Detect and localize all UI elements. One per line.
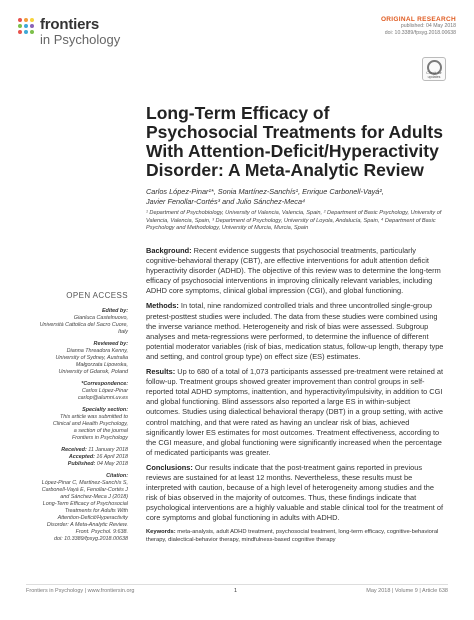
citation-line: Disorder: A Meta-Analytic Review. <box>46 522 128 528</box>
doi[interactable]: doi: 10.3389/fpsyg.2018.00638 <box>384 30 456 36</box>
footer-journal-link[interactable]: Frontiers in Psychology | www.frontiersin.org <box>26 588 135 594</box>
results-heading: Results: <box>146 367 176 377</box>
accepted-date-row <box>26 454 128 461</box>
open-access-label: OPEN ACCESS <box>66 291 128 300</box>
received-date: 11 January 2018 <box>88 447 128 453</box>
keywords <box>146 528 446 544</box>
abstract <box>146 246 446 549</box>
specialty-line: a section of the journal <box>73 428 128 434</box>
citation-line: Treatments for Adults With <box>64 508 128 514</box>
reviewer-line: University of Sydney, Australia <box>55 355 128 361</box>
abstract-results <box>146 367 446 458</box>
footer-divider <box>26 584 448 585</box>
citation-line: Attention-Deficit/Hyperactivity <box>57 515 128 521</box>
check-for-updates-button[interactable] <box>422 57 446 81</box>
keywords-text: meta-analysis, adult ADHD treatment, psychosocial treatment, long-term efficacy, cognitive-behavioral therapy, dialectical-behavior therapy, mindfulness-based cognitive therapy <box>146 529 439 544</box>
affiliations: ¹ Department of Psychobiology, University of Valencia, Valencia, Spain, ² Department of Basic Psychology, University of Valencia, Valencia, Spain, ³ Department of Psychology, University of Loyola, Andalucía, Spain, ⁴ Department of Basic Psychology and Methodology, University of Murcia, Murcia, Spain <box>146 210 442 232</box>
conclusions-text: Our results indicate that the post-treatment gains reported in previous reviews are sustained for at least 12 months. Nevertheless, these results must be interpreted with caution, because of a high level of heterogeneity among studies and the risk of bias observed in the majority of outcomes. Thus, these findings indicate that psychological interventions are a highly valuable and stable clinical tool for the treatment of core symptoms and global functioning in adults with ADHD. <box>146 462 444 523</box>
correspondence-heading: *Correspondence: <box>81 381 128 387</box>
abstract-methods <box>146 301 446 362</box>
edited-by-line: Gianluca Castelnuovo, <box>73 315 128 321</box>
logo-journal: in Psychology <box>40 32 121 47</box>
specialty-line: This article was submitted to <box>59 414 128 420</box>
citation-doi-link[interactable]: doi: 10.3389/fpsyg.2018.00638 <box>53 536 128 542</box>
footer-issue: May 2018 | Volume 9 | Article 638 <box>366 588 448 594</box>
accepted-heading: Accepted: <box>68 454 95 460</box>
article-meta <box>276 16 456 37</box>
logo-dot <box>30 30 34 34</box>
citation-line: Long-Term Efficacy of Psychosocial <box>42 501 128 507</box>
logo-dot <box>24 24 28 28</box>
results-text: Up to 680 of a total of 1,073 participants assessed pre-treatment were retained at follow-up. Treatment groups showed greater improvement than control groups in self-reported total ADHD symptoms, inattention, and hyperactivity/impulsivity, in addition to CGI and global functioning. Blind assessors also reported a large ES in within-subject outcomes. Studies using dialectical behavioral therapy (DBT) in a group setting, with active control matching, and that were rated as having an unclear risk of bias, achieved significantly lower ES estimates for most outcomes. Treatment effectiveness, according to the CGI measure, and global functioning were significantly increased when the percentage of medicated participants was greater. <box>146 367 444 457</box>
citation-heading: Citation: <box>106 473 128 479</box>
specialty-line: Clinical and Health Psychology, <box>52 421 128 427</box>
correspondence-name: Carlos López-Pinar <box>81 388 128 394</box>
reviewer-line: Dianna Threadora Kenny, <box>66 348 128 354</box>
published-date-row <box>26 461 128 468</box>
reviewer-line: Małgorzata Lipowska, <box>75 362 128 368</box>
edited-by-line: Italy <box>118 329 128 335</box>
background-text: Recent evidence suggests that psychosocial treatments, particularly cognitive-behavioral therapy (CBT), are effective interventions for adult attention deficit hyperactivity disorder (ADHD). The objective of this review was to determine the long-term efficacy of psychosocial interventions in improving clinically relevant variables, including ADHD core symptoms, clinical global impression (CGI), and global functioning. <box>146 246 441 296</box>
published-date: published: 04 May 2018 <box>400 23 456 29</box>
received-date-row <box>26 447 128 454</box>
author-line[interactable]: Carlos López-Pinar¹*, Sonia Martínez-Sanchís¹, Enrique Carbonell-Vayá², <box>146 187 384 196</box>
received-heading: Received: <box>61 447 87 453</box>
article-type: ORIGINAL RESEARCH <box>380 16 456 23</box>
citation-line: Front. Psychol. 9:638. <box>75 529 128 535</box>
reviewed-by-heading: Reviewed by: <box>93 341 128 347</box>
article-title: Long-Term Efficacy of Psychosocial Treatments for Adults With Attention-Deficit/Hyperactivity Disorder: A Meta-Analytic Review <box>146 103 443 180</box>
correspondence-email-link[interactable]: carlop@alumni.uv.es <box>77 395 128 401</box>
logo-name: frontiers <box>40 16 100 33</box>
abstract-background <box>146 246 446 296</box>
methods-text: In total, nine randomized controlled trials and three uncontrolled single-group pretest-posttest studies were included. The data from these studies were combined using the inverse variance method. Heterogeneity and risk of bias were assessed. Subgroup analyses and meta-regressions were performed, to determine the influence of different potential moderator variables (risk of bias, medication status, follow-up length, therapy type and setting, and control group type) on effect size (ES) estimates. <box>146 301 444 361</box>
author-list <box>146 187 446 207</box>
logo-dot <box>18 24 22 28</box>
specialty-heading: Specialty section: <box>82 407 128 413</box>
edited-by-line: Università Cattolica del Sacro Cuore, <box>39 322 128 328</box>
author-line[interactable]: Javier Fenollar-Cortés³ and Julio Sánchez-Meca⁴ <box>146 197 306 206</box>
page-number: 1 <box>234 588 238 594</box>
logo-dot <box>18 18 22 22</box>
abstract-conclusions <box>146 463 446 524</box>
published-heading: Published: <box>67 461 96 467</box>
accepted-date: 16 April 2018 <box>96 454 128 460</box>
methods-heading: Methods: <box>146 301 179 311</box>
citation-line: López-Pinar C, Martínez-Sanchís S, <box>41 480 128 486</box>
logo-dot <box>18 30 22 34</box>
reviewer-line: University of Gdansk, Poland <box>58 369 128 375</box>
logo-dot <box>24 30 28 34</box>
conclusions-heading: Conclusions: <box>146 462 193 472</box>
logo-dot <box>24 18 28 22</box>
article-info-sidebar <box>26 292 128 543</box>
keywords-heading: Keywords: <box>146 529 176 536</box>
logo-dot <box>30 18 34 22</box>
edited-by-heading: Edited by: <box>101 308 128 314</box>
logo-dot <box>30 24 34 28</box>
citation-line: and Sánchez-Meca J (2018) <box>60 494 128 500</box>
journal-logo[interactable] <box>18 16 168 46</box>
frontiers-logo-icon <box>18 18 36 36</box>
specialty-line: Frontiers in Psychology <box>71 435 128 441</box>
background-heading: Background: <box>146 246 192 255</box>
check-for-updates-label: Check for updates <box>426 71 442 79</box>
citation-line: Carbonell-Vayá E, Fenollar-Cortés J <box>41 487 128 493</box>
published-date-sidebar: 04 May 2018 <box>96 461 128 467</box>
